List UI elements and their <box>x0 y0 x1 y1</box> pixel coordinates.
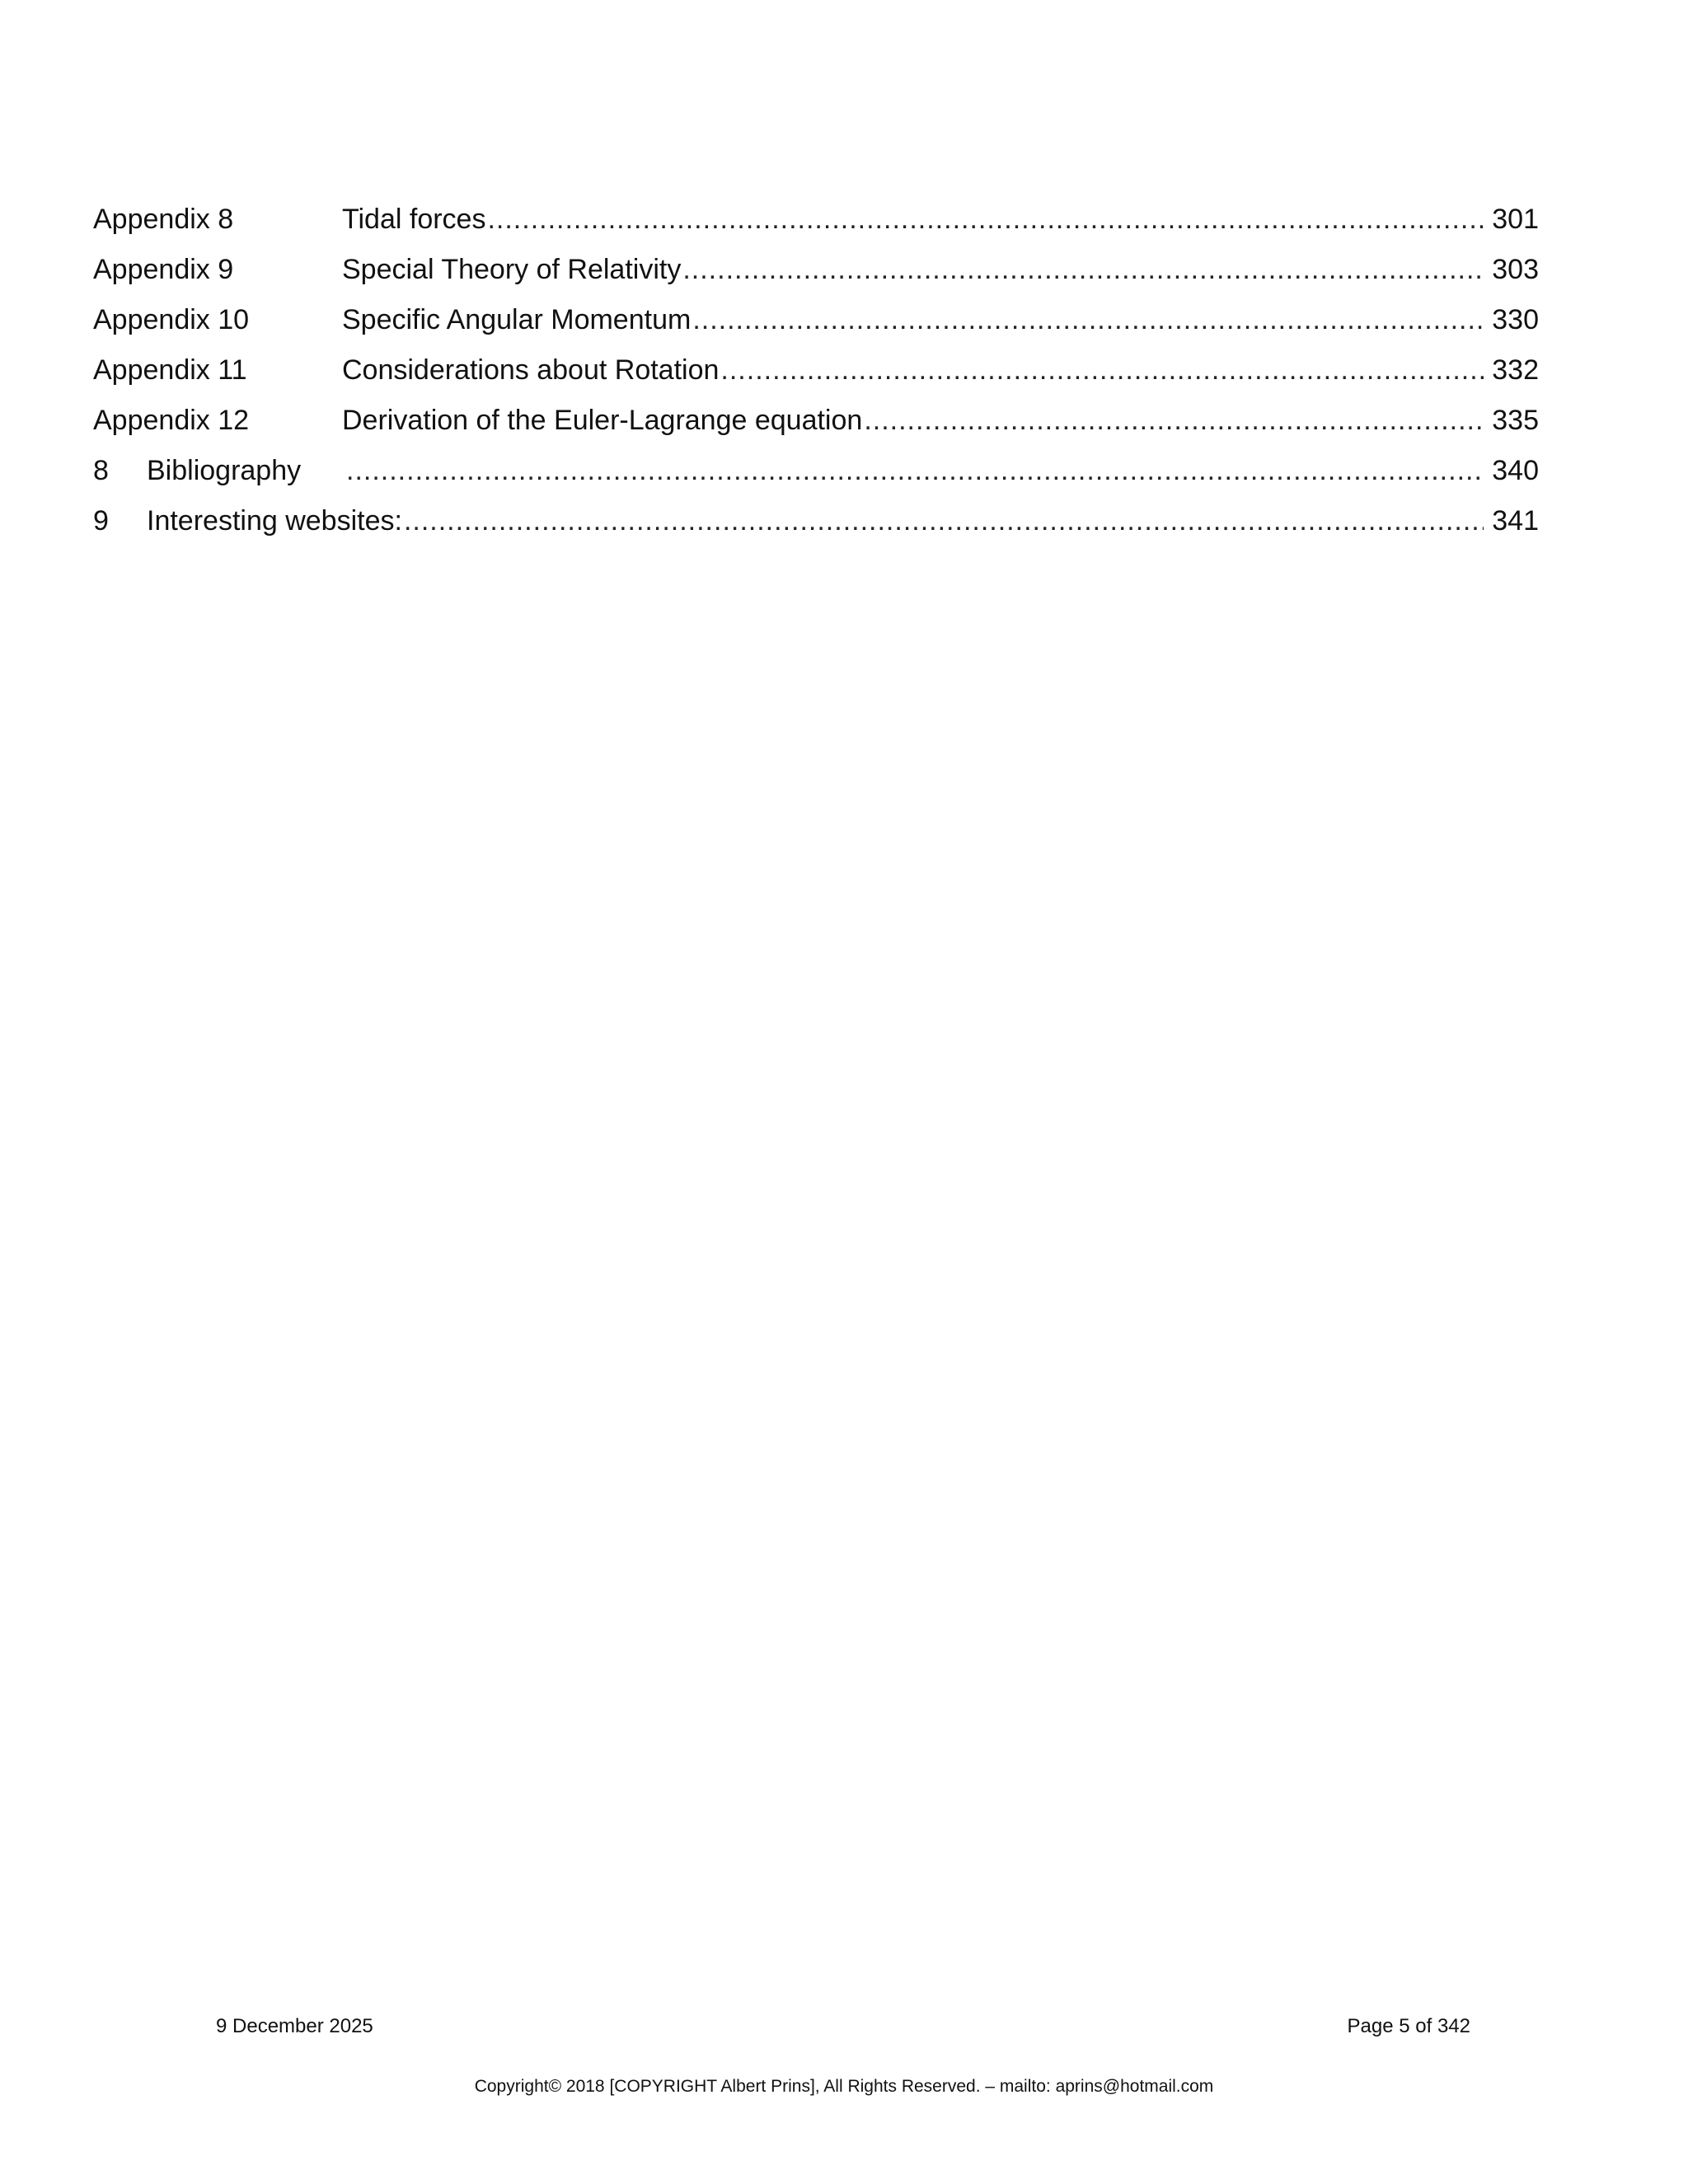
toc-entry-page: 340 <box>1492 455 1539 486</box>
toc-entry-appendix-10[interactable] <box>93 295 1539 345</box>
toc-entry-appendix-11[interactable] <box>93 345 1539 396</box>
toc-entry-page: 335 <box>1492 405 1539 436</box>
toc-entry-section-9[interactable] <box>93 496 1539 546</box>
dot-leader <box>720 345 1484 396</box>
dot-leader <box>692 295 1484 345</box>
dot-leader <box>487 194 1484 245</box>
toc-entry-page: 301 <box>1492 204 1539 235</box>
footer-page-indicator: Page 5 of 342 <box>1347 2015 1470 2037</box>
dot-leader <box>682 245 1484 295</box>
toc-entry-title: Considerations about Rotation <box>342 354 720 386</box>
toc-entry-appendix-9[interactable] <box>93 245 1539 295</box>
footer-copyright: Copyright© 2018 [COPYRIGHT Albert Prins], All Rights Reserved. – mailto: aprins@hotmail.com <box>474 2077 1214 2096</box>
toc-entry-appendix-12[interactable] <box>93 396 1539 446</box>
toc-entry-title: Derivation of the Euler-Lagrange equation <box>342 405 863 436</box>
toc-entry-label: Appendix 10 <box>93 304 250 335</box>
dot-leader <box>346 446 1484 496</box>
toc-entry-title: Tidal forces <box>342 204 486 235</box>
dot-leader <box>864 396 1484 446</box>
toc-entry-page: 330 <box>1492 304 1539 335</box>
toc-entry-label: Appendix 12 <box>93 405 250 436</box>
toc-entry-page: 341 <box>1492 505 1539 537</box>
toc-entry-page: 303 <box>1492 254 1539 285</box>
table-of-contents <box>93 194 1539 546</box>
footer-date: 9 December 2025 <box>216 2015 373 2037</box>
toc-entry-label: Appendix 11 <box>93 354 247 386</box>
toc-section-number: 8 <box>93 455 109 486</box>
toc-entry-page: 332 <box>1492 354 1539 386</box>
toc-entry-title: Special Theory of Relativity <box>342 254 682 285</box>
toc-entry-title: Interesting websites: <box>147 505 402 537</box>
toc-entry-title: Bibliography <box>147 455 302 486</box>
toc-entry-label: Appendix 8 <box>93 204 234 235</box>
toc-entry-section-8[interactable] <box>93 446 1539 496</box>
toc-entry-appendix-8[interactable] <box>93 194 1539 245</box>
dot-leader <box>404 496 1484 546</box>
toc-section-number: 9 <box>93 505 109 537</box>
toc-entry-label: Appendix 9 <box>93 254 234 285</box>
toc-entry-title: Specific Angular Momentum <box>342 304 692 335</box>
